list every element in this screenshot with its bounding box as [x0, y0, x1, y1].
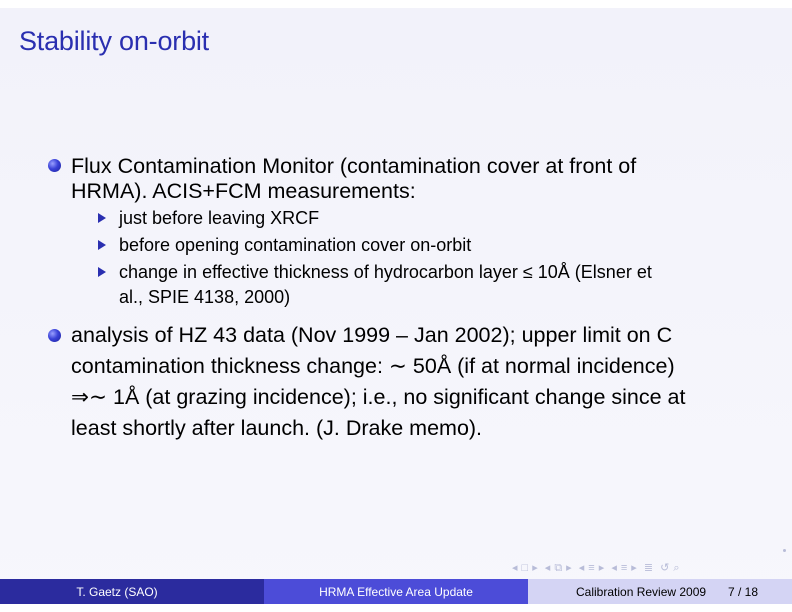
bullet-1-line-2: HRMA). ACIS+FCM measurements:: [71, 179, 416, 203]
beamer-navigation: [512, 561, 684, 575]
subbullet-2: before opening contamination cover on-orbit: [119, 235, 472, 255]
nav-prev-subsection-icon[interactable]: ◂: [544, 562, 551, 574]
bottom-margin: [0, 604, 792, 612]
bullet-ball-icon: [48, 159, 61, 172]
nav-next-part-icon[interactable]: ▸: [631, 562, 637, 574]
footer-page-number: 7 / 18: [728, 584, 759, 599]
subbullet-triangle-icon: [98, 267, 106, 277]
nav-prev-frame-icon[interactable]: ◂: [512, 562, 518, 574]
footer-conference[interactable]: Calibration Review 2009: [576, 584, 707, 599]
footer: [0, 579, 792, 604]
footer-author[interactable]: T. Gaetz (SAO): [0, 579, 264, 604]
subbullet-3-line-1: change in effective thickness of hydrocarbon layer ≤ 10Å (Elsner et: [119, 262, 652, 282]
progress-dot: [783, 549, 786, 552]
top-margin: [0, 0, 792, 8]
nav-search-icon[interactable]: ⌕: [673, 562, 680, 574]
nav-part-icon[interactable]: ≡: [620, 562, 628, 574]
nav-subsection-icon[interactable]: ⧉: [554, 562, 563, 574]
nav-next-subsection-icon[interactable]: ▸: [566, 562, 572, 574]
bullet-2-line-3: ⇒∼ 1Å (at grazing incidence); i.e., no significant change since at: [71, 385, 686, 409]
footer-right: [528, 579, 792, 604]
subbullet-3-line-2: al., SPIE 4138, 2000): [119, 287, 291, 307]
bullet-1-line-1: Flux Contamination Monitor (contamination cover at front of: [71, 154, 637, 178]
subbullet-1: just before leaving XRCF: [119, 208, 320, 228]
nav-next-frame-icon[interactable]: ▸: [532, 562, 538, 574]
nav-prev-part-icon[interactable]: ◂: [611, 562, 617, 574]
bullet-ball-icon: [48, 329, 61, 342]
subbullet-triangle-icon: [98, 240, 106, 250]
nav-section-icon[interactable]: ≡: [588, 562, 595, 574]
nav-next-section-icon[interactable]: ▸: [598, 562, 605, 574]
nav-menu-icon[interactable]: ≣: [643, 562, 654, 574]
subbullet-triangle-icon: [98, 213, 106, 223]
nav-frame-icon[interactable]: □: [521, 562, 529, 574]
slide-title: Stability on-orbit: [19, 26, 209, 56]
nav-prev-section-icon[interactable]: ◂: [578, 562, 585, 574]
nav-back-icon[interactable]: ↺: [660, 562, 670, 574]
bullet-2-line-2: contamination thickness change: ∼ 50Å (if at normal incidence): [71, 354, 675, 378]
bullet-2-line-1: analysis of HZ 43 data (Nov 1999 – Jan 2002); upper limit on C: [71, 323, 673, 347]
footer-talk-title[interactable]: HRMA Effective Area Update: [264, 579, 528, 604]
bullet-2-line-4: least shortly after launch. (J. Drake memo).: [71, 416, 483, 440]
